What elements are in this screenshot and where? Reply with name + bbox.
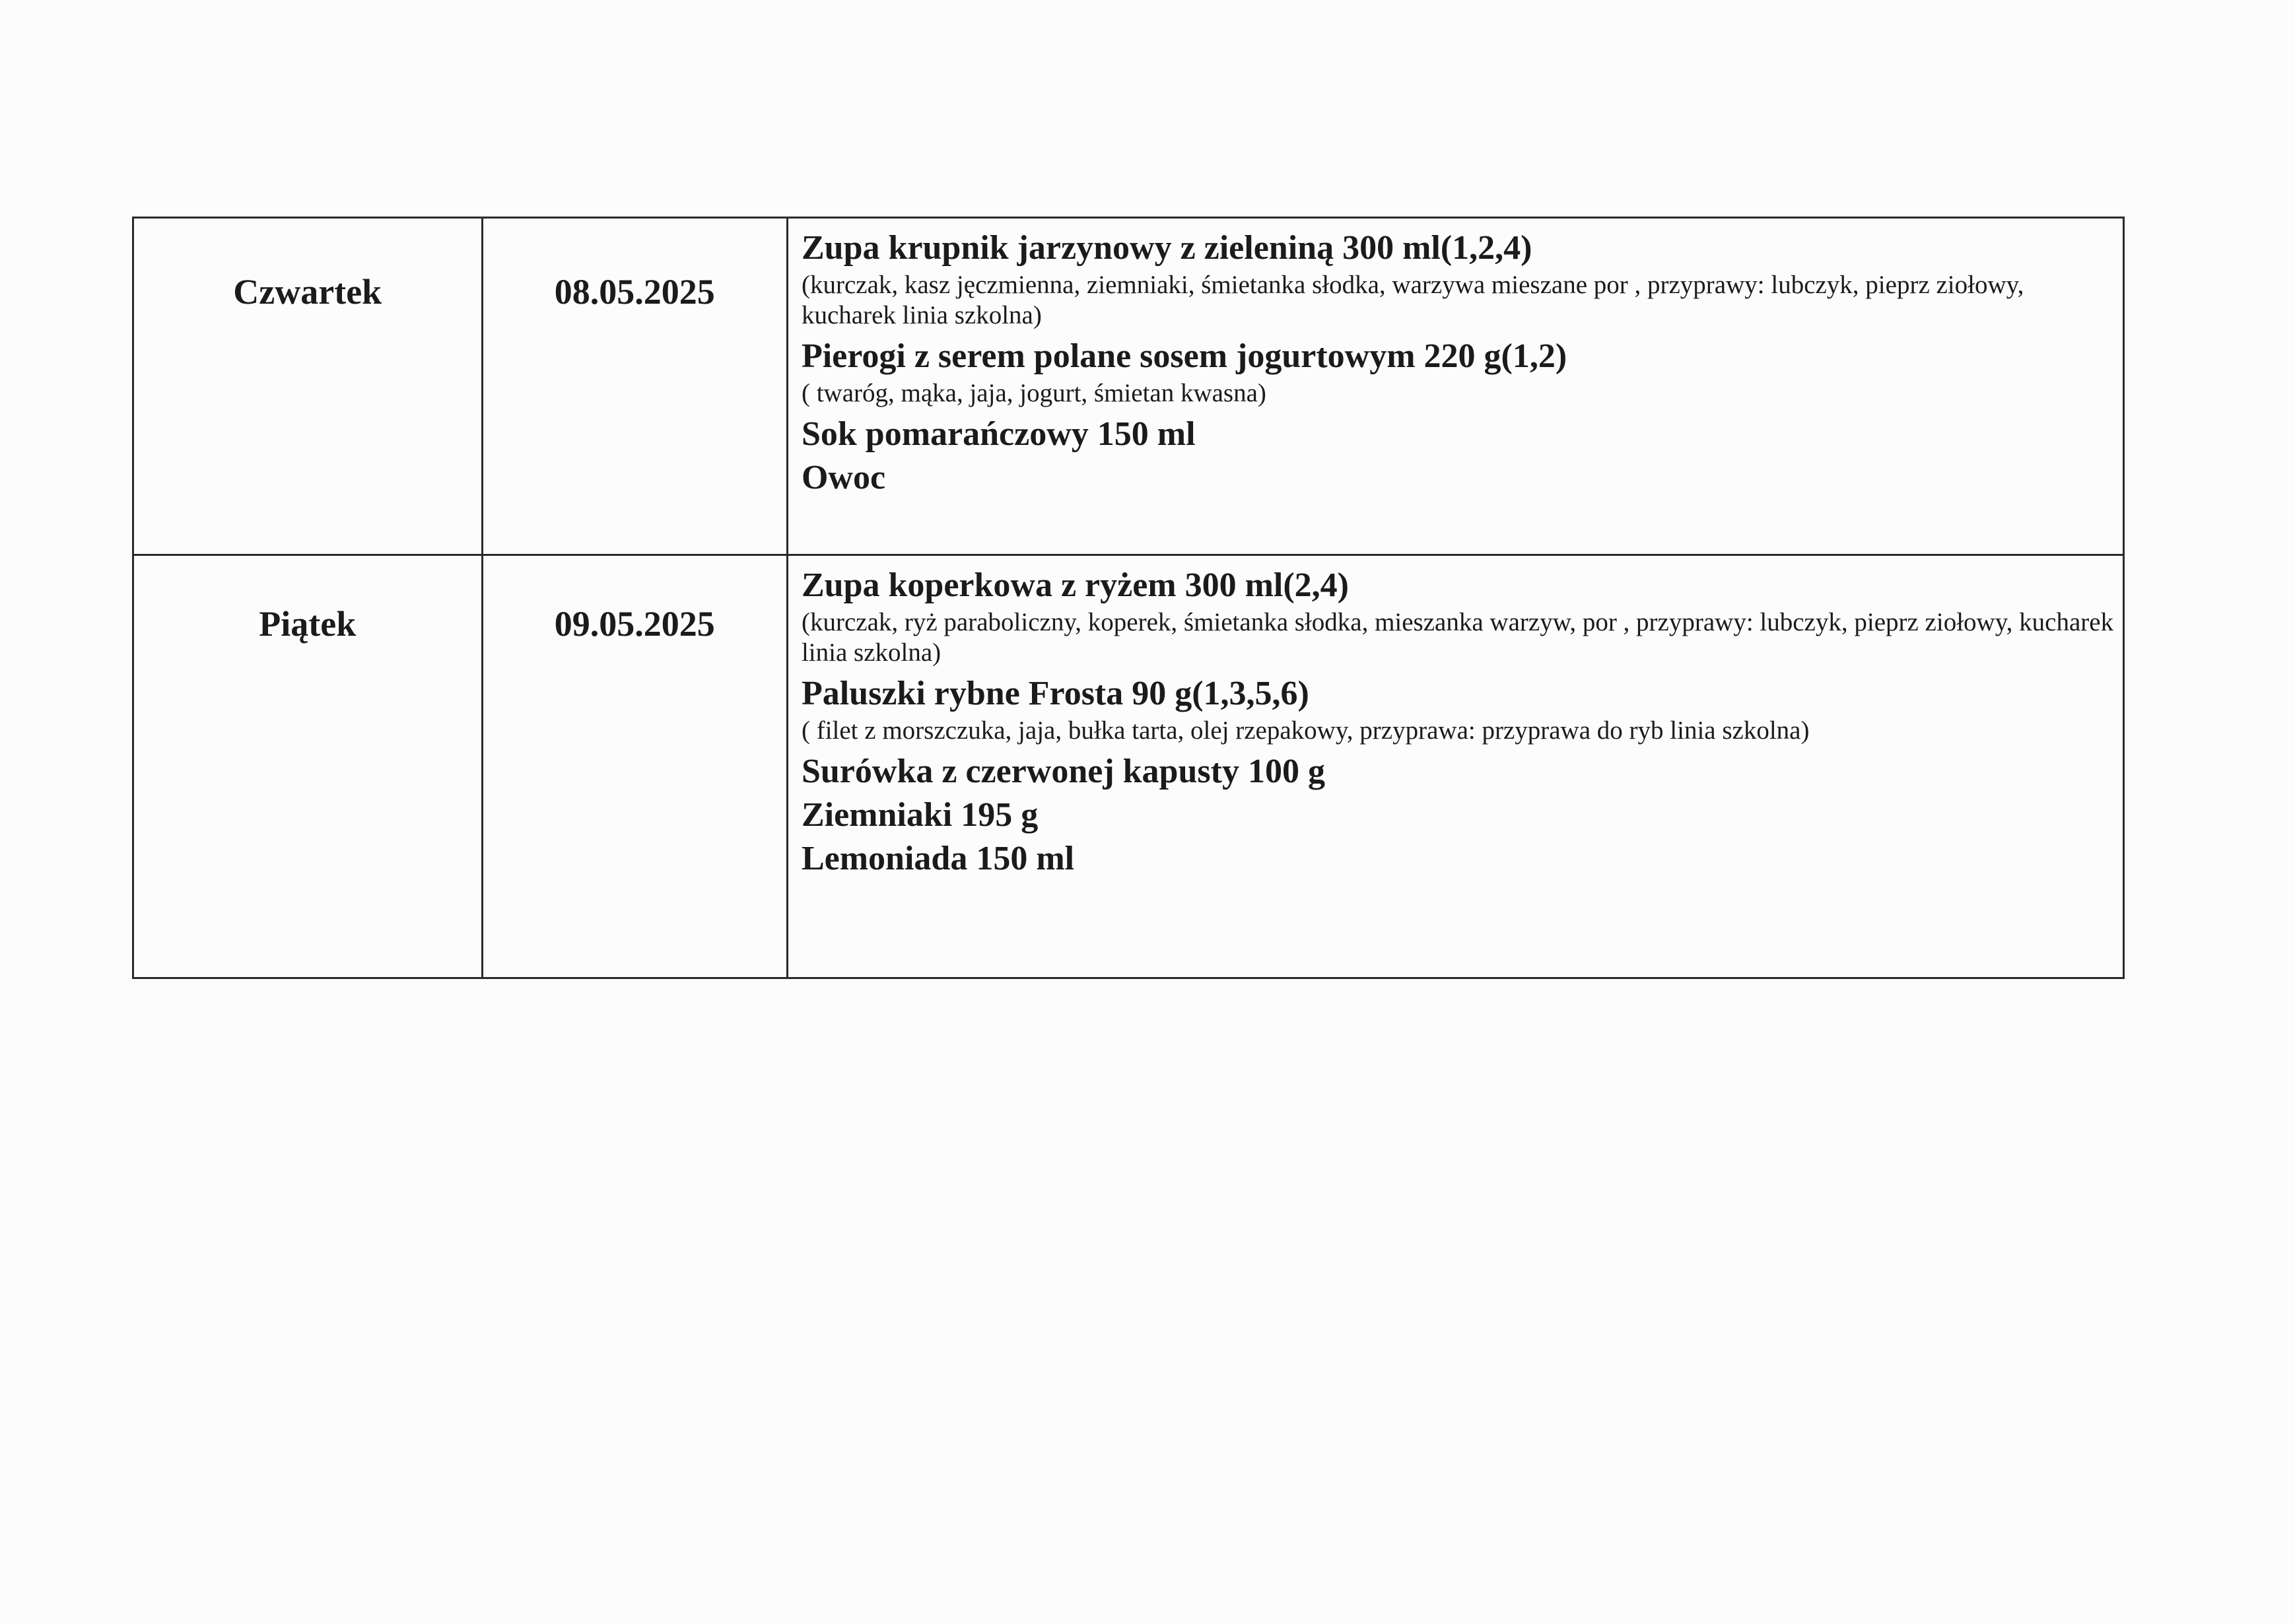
dish-ingredients: ( twaróg, mąka, jaja, jogurt, śmietan kwasna): [801, 379, 1266, 407]
table-row: [133, 218, 2124, 555]
dish-name: Paluszki rybne Frosta 90 g(1,3,5,6): [801, 675, 1309, 712]
dish-ingredients: (kurczak, kasz jęczmienna, ziemniaki, śmietanka słodka, warzywa mieszane por , przyprawy: lubczyk, pieprz ziołowy, kucharek linia szkolna): [801, 271, 2024, 329]
table-row: [133, 555, 2124, 978]
dish-name: Sok pomarańczowy 150 ml: [801, 415, 1196, 453]
dish-name: Zupa krupnik jarzynowy z zieleniną 300 ml(1,2,4): [801, 229, 1532, 267]
day-cell: [133, 555, 483, 978]
date-cell: [482, 555, 787, 978]
dish-name: Zupa koperkowa z ryżem 300 ml(2,4): [801, 566, 1349, 604]
menu-table: [132, 217, 2125, 979]
dish-name: Owoc: [801, 459, 886, 496]
dish-list: [788, 219, 2123, 500]
day-label: Czwartek: [233, 272, 382, 312]
menu-cell: [787, 555, 2123, 978]
dish-ingredients: (kurczak, ryż paraboliczny, koperek, śmietanka słodka, mieszanka warzyw, por , przyprawy: lubczyk, pieprz ziołowy, kucharek linia szkolna): [801, 608, 2114, 667]
day-cell: [133, 218, 483, 555]
date-label: 08.05.2025: [554, 272, 715, 312]
date-label: 09.05.2025: [554, 604, 715, 644]
dish-name: Ziemniaki 195 g: [801, 796, 1039, 834]
dish-name: Surówka z czerwonej kapusty 100 g: [801, 753, 1325, 790]
dish-ingredients: ( filet z morszczuka, jaja, bułka tarta, olej rzepakowy, przyprawa: przyprawa do ryb linia szkolna): [801, 716, 1810, 745]
dish-list: [788, 556, 2123, 881]
dish-name: Lemoniada 150 ml: [801, 840, 1075, 877]
menu-cell: [787, 218, 2123, 555]
date-cell: [482, 218, 787, 555]
day-label: Piątek: [259, 604, 357, 644]
dish-name: Pierogi z serem polane sosem jogurtowym 220 g(1,2): [801, 337, 1567, 375]
